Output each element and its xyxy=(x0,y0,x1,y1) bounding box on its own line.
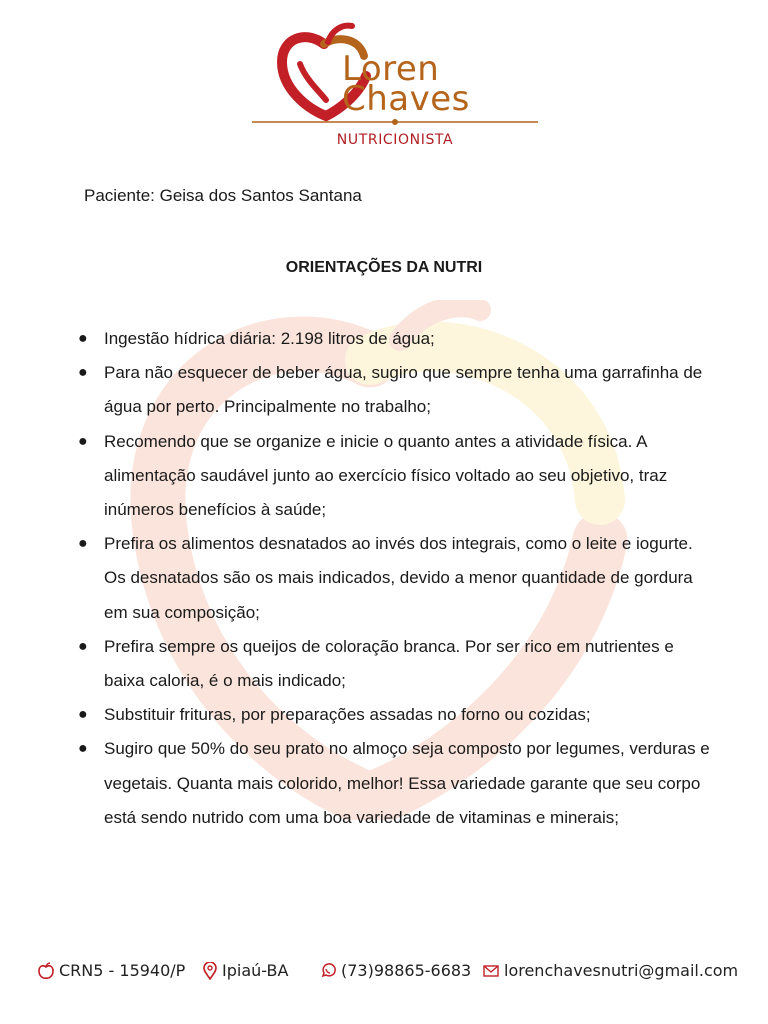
crn-text: CRN5 - 15940/P xyxy=(59,961,186,980)
document-heading: ORIENTAÇÕES DA NUTRI xyxy=(285,259,483,276)
phone-info xyxy=(320,961,471,980)
bullet-icon: ● xyxy=(78,740,88,758)
list-item-text: Prefira os alimentos desnatados ao invés dos integrais, como o leite e iogurte. Os desnatados são os mais indicados, devido a menor quantidade de gordura em sua composição; xyxy=(104,534,693,622)
mail-icon xyxy=(483,965,499,977)
patient-name: Paciente: Geisa dos Santos Santana xyxy=(84,186,362,205)
list-item xyxy=(76,630,716,698)
list-item-text: Sugiro que 50% do seu prato no almoço seja composto por legumes, verduras e vegetais. Quanta mais colorido, melhor! Essa variedade garante que seu corpo está sendo nutrido com uma boa variedade de vitaminas e minerais; xyxy=(104,739,710,827)
email-info xyxy=(483,961,738,980)
logo-divider xyxy=(250,118,540,126)
list-item xyxy=(76,425,716,528)
list-item-text: Prefira sempre os queijos de coloração branca. Por ser rico em nutrientes e baixa caloria, é o mais indicado; xyxy=(104,636,674,691)
list-item xyxy=(76,356,716,424)
list-item xyxy=(76,732,716,835)
list-item xyxy=(76,698,716,732)
contact-footer xyxy=(0,961,768,991)
list-item-text: Ingestão hídrica diária: 2.198 litros de água; xyxy=(104,329,435,348)
crn-info xyxy=(38,961,185,980)
bullet-icon: ● xyxy=(78,364,88,382)
list-item-text: Recomendo que se organize e inicie o quanto antes a atividade física. A alimentação saudável junto ao exercício físico voltado ao seu objetivo, traz inúmeros benefícios à saúde; xyxy=(104,431,668,520)
apple-icon xyxy=(38,962,54,980)
email-text[interactable]: lorenchavesnutri@gmail.com xyxy=(504,961,739,980)
list-item xyxy=(76,322,716,356)
list-item xyxy=(76,527,716,630)
location-text: Ipiaú-BA xyxy=(222,961,289,980)
guidance-list xyxy=(76,322,716,835)
brand-logo xyxy=(250,18,540,158)
bullet-icon: ● xyxy=(78,637,88,655)
list-item-text: Substituir frituras, por preparações assadas no forno ou cozidas; xyxy=(104,705,591,725)
list-item-text: Para não esquecer de beber água, sugiro que sempre tenha uma garrafinha de água por perto. Principalmente no trabalho; xyxy=(104,363,703,417)
brand-name-line2: Chaves xyxy=(342,79,470,119)
brand-subtitle: NUTRICIONISTA xyxy=(336,132,454,148)
location-info xyxy=(203,961,288,980)
location-pin-icon xyxy=(203,962,217,980)
bullet-icon: ● xyxy=(78,432,88,450)
brand-name-line1: Loren xyxy=(342,49,440,89)
whatsapp-icon xyxy=(320,963,336,979)
bullet-icon: ● xyxy=(78,535,88,553)
phone-text[interactable]: (73)98865-6683 xyxy=(341,961,472,980)
bullet-icon: ● xyxy=(78,330,88,347)
bullet-icon: ● xyxy=(78,706,88,724)
